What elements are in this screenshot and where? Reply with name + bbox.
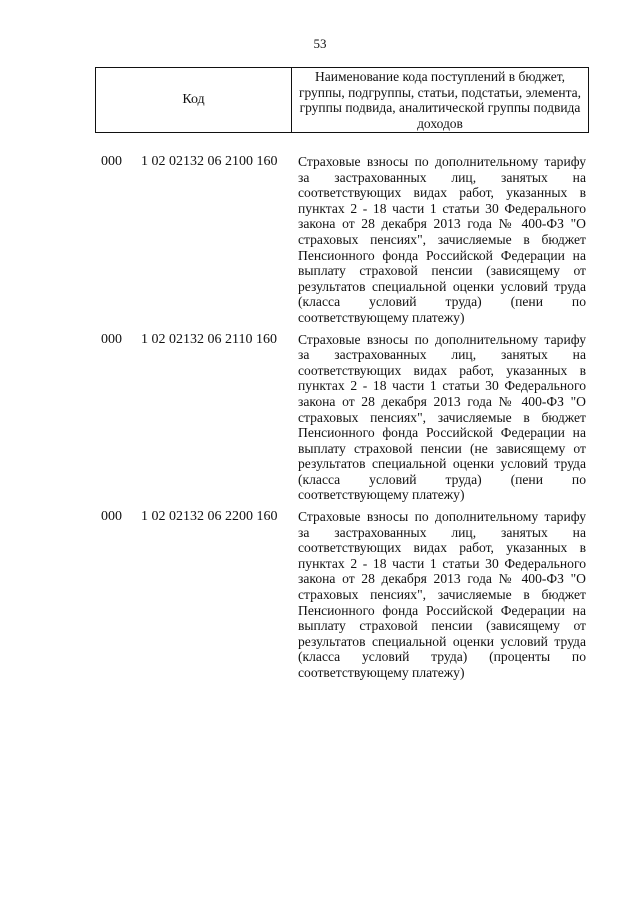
admin-code: 000 <box>101 509 122 525</box>
admin-code: 000 <box>101 154 122 169</box>
table-row <box>0 509 640 681</box>
admin-code: 000 <box>101 331 122 347</box>
table-header <box>95 67 589 133</box>
revenue-description: Страховые взносы по дополнительному тарифу за застрахованных лиц, занятых на соответствующих видах работ, указанных в пунктах 2 - 18 части 1 статьи 30 Федерального закона от 28 декабря 2013 года № 400-ФЗ "О страховых пенсиях", зачисляемые в бюджет Пенсионного фонда Российской Федерации на выплату страховой пенсии (не зависящему от результатов специальной оценки условий труда (класса условий труда) (пени по соответствующему платежу) <box>298 331 586 503</box>
header-code-label: Код <box>96 68 292 132</box>
table-row <box>0 154 640 326</box>
revenue-code: 1 02 02132 06 2110 160 <box>141 331 277 347</box>
revenue-description: Страховые взносы по дополнительному тарифу за застрахованных лиц, занятых на соответствующих видах работ, указанных в пунктах 2 - 18 части 1 статьи 30 Федерального закона от 28 декабря 2013 года № 400-ФЗ "О страховых пенсиях", зачисляемые в бюджет Пенсионного фонда Российской Федерации на выплату страховой пенсии (зависящему от результатов специальной оценки условий труда (класса условий труда) (пени по соответствующему платежу) <box>298 154 586 325</box>
revenue-description: Страховые взносы по дополнительному тарифу за застрахованных лиц, занятых на соответствующих видах работ, указанных в пунктах 2 - 18 части 1 статьи 30 Федерального закона от 28 декабря 2013 года № 400-ФЗ "О страховых пенсиях", зачисляемые в бюджет Пенсионного фонда Российской Федерации на выплату страховой пенсии (зависящему от результатов специальной оценки условий труда (класса условий труда) (проценты по соответствующему платежу) <box>298 509 586 680</box>
page-number: 53 <box>313 36 327 51</box>
revenue-code: 1 02 02132 06 2200 160 <box>141 509 278 525</box>
table-row <box>0 332 640 504</box>
table-body <box>0 154 640 687</box>
revenue-code: 1 02 02132 06 2100 160 <box>141 154 278 169</box>
header-name-label: Наименование кода поступлений в бюджет, группы, подгруппы, статьи, подстатьи, элемента, группы подвида, аналитической группы подвида доходов <box>298 69 582 131</box>
